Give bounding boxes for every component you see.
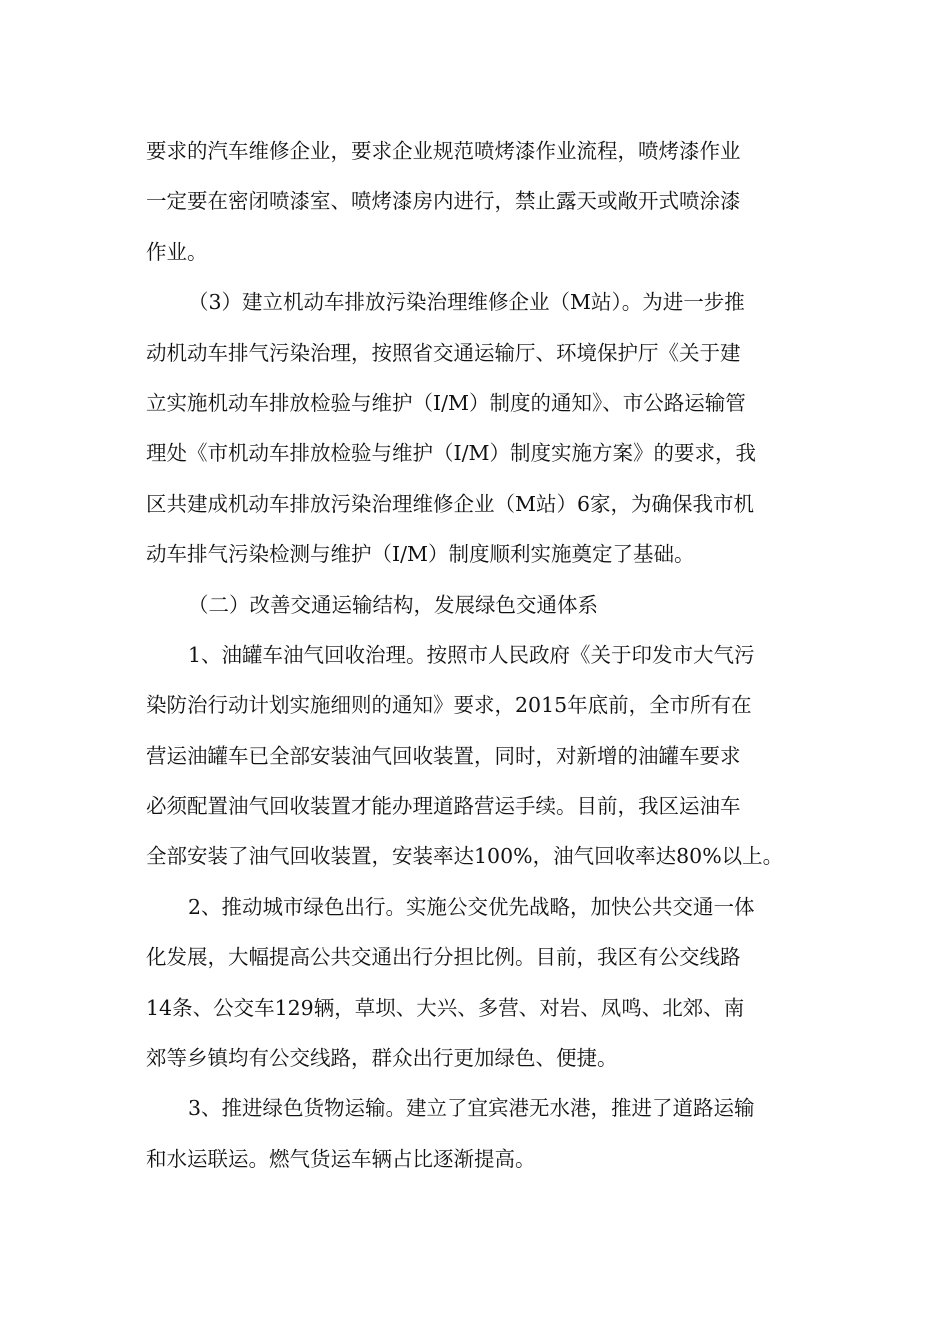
text-line: 14条、公交车129辆，草坝、大兴、多营、对岩、凤鸣、北郊、南 (146, 995, 745, 1020)
text-line: 要求的汽车维修企业，要求企业规范喷烤漆作业流程，喷烤漆作业 (146, 139, 741, 163)
text-line: 营运油罐车已全部安装油气回收装置，同时，对新增的油罐车要求 (146, 743, 741, 768)
document-body (146, 126, 802, 1184)
text-line: 动机动车排气污染治理，按照省交通运输厅、环境保护厅《关于建 (146, 340, 741, 365)
text-line: 染防治行动计划实施细则的通知》要求，2015年底前，全市所有在 (146, 693, 752, 718)
text-line: 一定要在密闭喷漆室、喷烤漆房内进行，禁止露天或敞开式喷涂漆 (146, 189, 741, 214)
text-line: 1、油罐车油气回收治理。按照市人民政府《关于印发市大气污 (188, 642, 755, 667)
text-line: 立实施机动车排放检验与维护（I/M）制度的通知》、市公路运输管 (146, 390, 746, 415)
text-line: 区共建成机动车排放污染治理维修企业（M站）6家，为确保我市机 (146, 491, 755, 516)
text-line: 作业。 (146, 239, 208, 264)
section-heading: （二）改善交通运输结构，发展绿色交通体系 (188, 592, 598, 617)
text-line: 全部安装了油气回收装置，安装率达100%，油气回收率达80%以上。 (146, 844, 784, 869)
text-line: 郊等乡镇均有公交线路，群众出行更加绿色、便捷。 (146, 1046, 618, 1071)
text-line: 3、推进绿色货物运输。建立了宜宾港无水港，推进了道路运输 (188, 1096, 755, 1121)
text-line: 理处《市机动车排放检验与维护（I/M）制度实施方案》的要求，我 (146, 441, 756, 466)
text-line: （3）建立机动车排放污染治理维修企业（M站）。为进一步推 (188, 290, 745, 315)
text-line: 和水运联运。燃气货运车辆占比逐渐提高。 (146, 1146, 536, 1171)
text-line: 必须配置油气回收装置才能办理道路营运手续。目前，我区运油车 (146, 794, 741, 819)
text-line: 2、推动城市绿色出行。实施公交优先战略，加快公共交通一体 (188, 894, 755, 919)
text-line: 化发展，大幅提高公共交通出行分担比例。目前，我区有公交线路 (146, 945, 741, 970)
text-line: 动车排气污染检测与维护（I/M）制度顺利实施奠定了基础。 (146, 542, 695, 567)
